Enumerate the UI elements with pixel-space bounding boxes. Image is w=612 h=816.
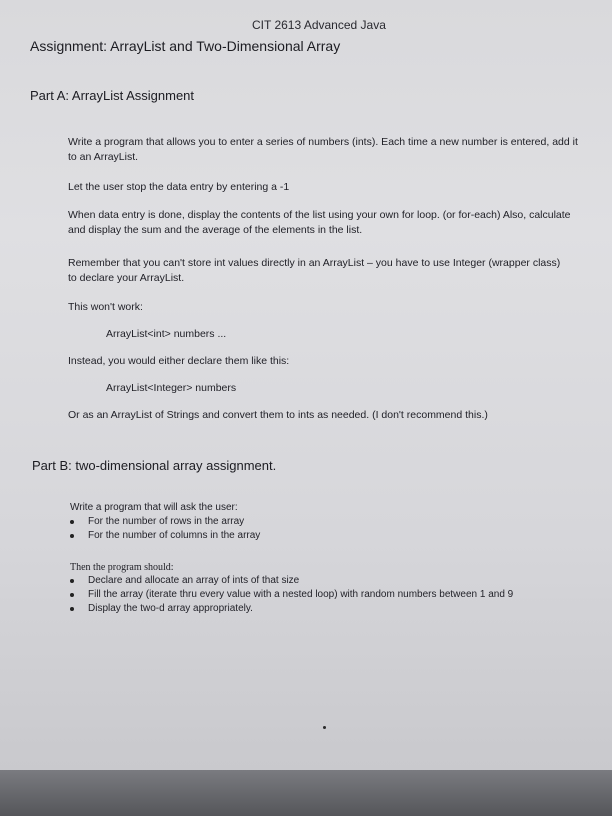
part-b-then: Then the program should: [70,562,174,573]
part-b-heading: Part B: two-dimensional array assignment. [32,458,277,473]
part-a-paragraph-5: This won't work: [68,301,143,313]
part-a-paragraph-7: Or as an ArrayList of Strings and convert them to ints as needed. (I don't recommend this.) [68,409,488,421]
part-a-paragraph-4: Remember that you can't store int values directly in an ArrayList – you have to use Integer (wrapper class) to declare your ArrayList. [68,257,561,284]
paper-speck [323,726,326,729]
code-example-1: ArrayList<int> numbers ... [106,328,227,340]
part-a-paragraph-6: Instead, you would either declare them like this: [68,355,290,367]
part-a-paragraph-3: When data entry is done, display the contents of the list using your own for loop. (or for-each) Also, calculate and display the sum and the average of the elements in the list. [68,209,571,236]
part-a-heading: Part A: ArrayList Assignment [30,88,195,103]
code-example-2: ArrayList<Integer> numbers [106,382,237,394]
list-item: For the number of rows in the array [70,515,550,529]
list-item: Fill the array (iterate thru every value with a nested loop) with random numbers between 1 and 9 [70,588,570,602]
steps-list [70,574,570,616]
background-surface [0,770,612,816]
list-item: For the number of columns in the array [70,529,550,543]
list-item: Display the two-d array appropriately. [70,602,570,616]
assignment-title: Assignment: ArrayList and Two-Dimensional Array [30,38,341,54]
part-a-paragraph-1: Write a program that allows you to enter a series of numbers (ints). Each time a new number is entered, add it to an ArrayList. [68,136,578,163]
ask-list [70,515,550,543]
part-b-intro: Write a program that will ask the user: [70,502,238,513]
course-header: CIT 2613 Advanced Java [252,18,386,32]
part-a-paragraph-2: Let the user stop the data entry by entering a -1 [68,181,290,193]
list-item: Declare and allocate an array of ints of that size [70,574,570,588]
